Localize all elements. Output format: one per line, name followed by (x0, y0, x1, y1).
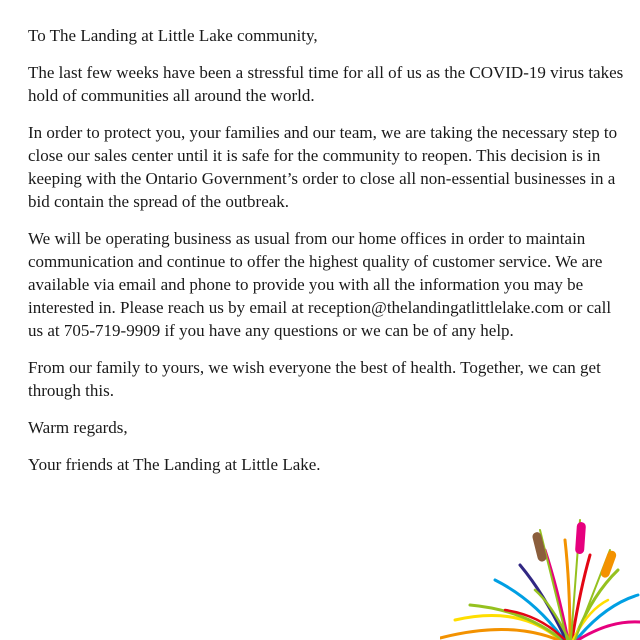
closing: Warm regards, (28, 418, 128, 437)
colorful-grass-reeds-graphic (440, 510, 640, 640)
paragraph-intro: The last few weeks have been a stressful time for all of us as the COVID-19 virus takes hold of communities all around the world. (28, 63, 624, 105)
paragraph-closure-notice: In order to protect you, your families and our team, we are taking the necessary step to close our sales center until it is safe for the community to reopen. This decision is in keeping with the Ontario Government’s order to close all non-essential businesses in a bid contain the spread of the outbreak. (28, 123, 618, 211)
letter-body (28, 24, 628, 490)
signature: Your friends at The Landing at Little Lake. (28, 455, 321, 474)
paragraph-wishes: From our family to yours, we wish everyone the best of health. Together, we can get through this. (28, 358, 601, 400)
paragraph-contact-info: We will be operating business as usual from our home offices in order to maintain communication and continue to offer the highest quality of customer service. We are available via email and phone to provide you with all the information you may be interested in. Please reach us by email at reception@thelandingatlittlelake.com or call us at 705-719-9909 if you have any questions or we can be of any help. (28, 229, 612, 340)
salutation: To The Landing at Little Lake community, (28, 26, 318, 45)
